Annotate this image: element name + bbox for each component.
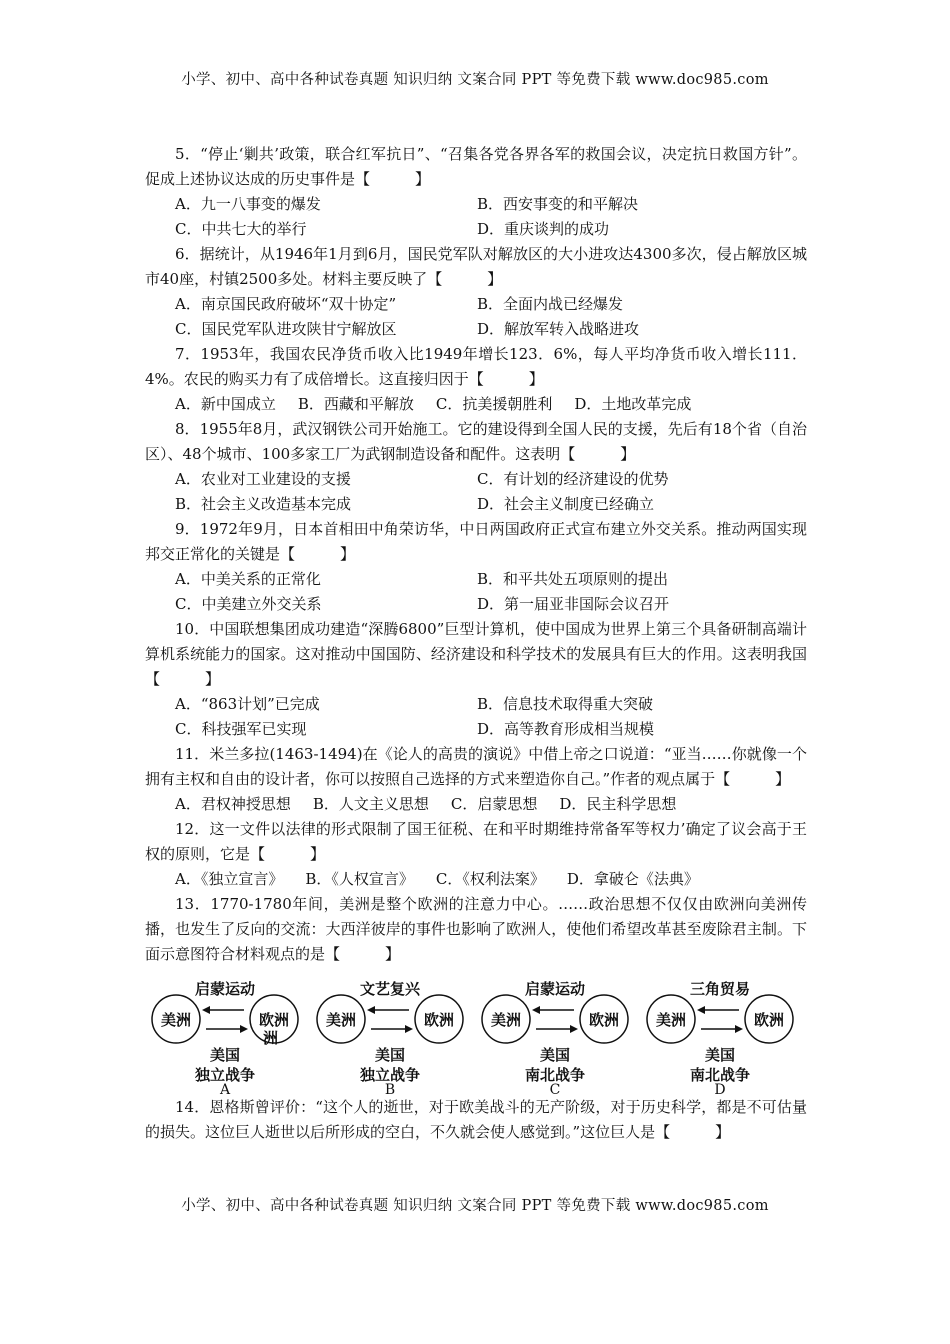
question-stem: 7．1953年，我国农民净货币收入比1949年增长123．6%，每人平均净货币收入增长111．4%。农民的购买力有了成倍增长。这直接归因于【 】 bbox=[145, 345, 807, 388]
page-header: 小学、初中、高中各种试卷真题 知识归纳 文案合同 PPT 等免费下载 www.doc985.com bbox=[181, 72, 769, 88]
option-row bbox=[145, 717, 807, 742]
answer-option: A．《独立宣言》 bbox=[175, 870, 284, 888]
answer-option: D．高等教育形成相当规模 bbox=[477, 720, 655, 738]
answer-option: C．科技强军已实现 bbox=[175, 720, 307, 738]
right-circle-label: 欧洲 bbox=[258, 1011, 290, 1029]
answer-option: C．中共七大的举行 bbox=[175, 220, 307, 238]
question-stem: 11．米兰多拉(1463-1494)在《论人的高贵的演说》中借上帝之口说道：“亚当……你就像一个拥有主权和自由的设计者，你可以按照自己选择的方式来塑造你自己。”作者的观点属于【 】 bbox=[145, 745, 807, 788]
diagram-letter: D bbox=[714, 1082, 726, 1095]
diagram-letter: A bbox=[219, 1082, 231, 1095]
question-stem: 5．“停止‘剿共’政策，联合红军抗日”、“召集各党各界各军的救国会议，决定抗日救国方针”。促成上述协议达成的历史事件是【 】 bbox=[145, 145, 807, 188]
diagram-options bbox=[145, 977, 807, 1095]
answer-option: C．启蒙思想 bbox=[450, 795, 538, 813]
diagram-bottom-label-2: 独立战争 bbox=[194, 1066, 256, 1084]
diagram-top-label: 启蒙运动 bbox=[524, 980, 586, 998]
arrowhead-right bbox=[735, 1025, 743, 1033]
diagram-top-label: 三角贸易 bbox=[689, 980, 751, 998]
diagram-letter: C bbox=[549, 1082, 561, 1095]
diagram-a bbox=[145, 977, 310, 1095]
answer-option: D．拿破仑《法典》 bbox=[566, 870, 699, 888]
answer-option: B．全面内战已经爆发 bbox=[477, 295, 624, 313]
answer-option: A．南京国民政府破坏“双十协定” bbox=[175, 295, 397, 313]
answer-option: C．抗美援朝胜利 bbox=[435, 395, 553, 413]
arrowhead-left bbox=[697, 1006, 705, 1014]
question-stem: 13．1770-1780年间，美洲是整个欧洲的注意力中心。……政治思想不仅仅由欧洲向美洲传播，也发生了反向的交流：大西洋彼岸的事件也影响了欧洲人，使他们希望改革甚至废除君主制。下面示意图符合材料观点的是【 】 bbox=[145, 895, 807, 963]
question-14-stem: 14．恩格斯曾评价：“这个人的逝世，对于欧美战斗的无产阶级，对于历史科学，都是不可估量的损失。这位巨人逝世以后所形成的空白，不久就会使人感觉到。”这位巨人是【 】 bbox=[145, 1098, 807, 1141]
option-row bbox=[145, 217, 807, 242]
question-stem: 9．1972年9月，日本首相田中角荣访华，中日两国政府正式宣布建立外交关系。推动两国实现邦交正常化的关键是【 】 bbox=[145, 520, 807, 563]
diagram-bottom-label-1: 美国 bbox=[374, 1046, 406, 1064]
option-row bbox=[145, 192, 807, 217]
right-circle-label: 欧洲 bbox=[753, 1011, 785, 1029]
option-row bbox=[145, 292, 807, 317]
diagram-c bbox=[475, 977, 640, 1095]
arrowhead-left bbox=[532, 1006, 540, 1014]
diagram-b bbox=[310, 977, 475, 1095]
diagram-bottom-label-1: 美国 bbox=[704, 1046, 736, 1064]
option-row bbox=[145, 692, 807, 717]
answer-option: A．九一八事变的爆发 bbox=[175, 195, 321, 213]
answer-option: D．重庆谈判的成功 bbox=[477, 220, 610, 238]
question-stem: 6．据统计，从1946年1月到6月，国民党军队对解放区的大小进攻达4300多次，侵占解放区城市40座，村镇2500多处。材料主要反映了【 】 bbox=[145, 245, 807, 288]
option-row bbox=[145, 567, 807, 592]
diagram-top-label: 文艺复兴 bbox=[359, 980, 421, 998]
diagram-bottom-label-2: 南北战争 bbox=[689, 1066, 751, 1084]
diagram-top-label: 启蒙运动 bbox=[194, 980, 256, 998]
arrowhead-left bbox=[202, 1006, 210, 1014]
answer-option: A．君权神授思想 bbox=[175, 795, 291, 813]
answer-option: A．新中国成立 bbox=[175, 395, 276, 413]
answer-option: D．社会主义制度已经确立 bbox=[477, 495, 655, 513]
left-circle-label: 美洲 bbox=[160, 1011, 192, 1029]
overflow-char: 洲 bbox=[263, 1029, 279, 1047]
diagram-bottom-label-1: 美国 bbox=[539, 1046, 571, 1064]
answer-option: D．土地改革完成 bbox=[574, 395, 692, 413]
question-stem: 8．1955年8月，武汉钢铁公司开始施工。它的建设得到全国人民的支援，先后有18个省（自治区）、48个城市、100多家工厂为武钢制造设备和配件。这表明【 】 bbox=[145, 420, 807, 463]
diagram-bottom-label-2: 南北战争 bbox=[524, 1066, 586, 1084]
right-circle-label: 欧洲 bbox=[588, 1011, 620, 1029]
page-footer: 小学、初中、高中各种试卷真题 知识归纳 文案合同 PPT 等免费下载 www.doc985.com bbox=[181, 1198, 769, 1214]
answer-option: A．中美关系的正常化 bbox=[175, 570, 321, 588]
diagram-bottom-label-2: 独立战争 bbox=[359, 1066, 421, 1084]
arrowhead-right bbox=[240, 1025, 248, 1033]
diagram-letter: B bbox=[384, 1082, 396, 1095]
answer-option: B．和平共处五项原则的提出 bbox=[477, 570, 669, 588]
left-circle-label: 美洲 bbox=[325, 1011, 357, 1029]
left-circle-label: 美洲 bbox=[490, 1011, 522, 1029]
answer-option: B．社会主义改造基本完成 bbox=[175, 495, 352, 513]
option-row bbox=[145, 492, 807, 517]
arrowhead-right bbox=[405, 1025, 413, 1033]
answer-option: C．《权利法案》 bbox=[435, 870, 545, 888]
exam-content bbox=[145, 142, 807, 1145]
answer-option: B．西安事变的和平解决 bbox=[477, 195, 639, 213]
answer-option: A．农业对工业建设的支援 bbox=[175, 470, 351, 488]
arrowhead-left bbox=[367, 1006, 375, 1014]
answer-option: A．“863计划”已完成 bbox=[175, 695, 320, 713]
right-circle-label: 欧洲 bbox=[423, 1011, 455, 1029]
answer-option: C．中美建立外交关系 bbox=[175, 595, 322, 613]
answer-option: B．《人权宣言》 bbox=[305, 870, 414, 888]
diagram-bottom-label-1: 美国 bbox=[209, 1046, 241, 1064]
option-row bbox=[145, 317, 807, 342]
answer-option: B．人文主义思想 bbox=[312, 795, 429, 813]
arrowhead-right bbox=[570, 1025, 578, 1033]
answer-option: B．信息技术取得重大突破 bbox=[477, 695, 654, 713]
answer-option: D．民主科学思想 bbox=[559, 795, 677, 813]
option-row bbox=[145, 392, 807, 417]
answer-option: D．第一届亚非国际会议召开 bbox=[477, 595, 670, 613]
option-row bbox=[145, 792, 807, 817]
option-row bbox=[145, 467, 807, 492]
answer-option: D．解放军转入战略进攻 bbox=[477, 320, 640, 338]
option-row bbox=[145, 592, 807, 617]
left-circle-label: 美洲 bbox=[655, 1011, 687, 1029]
option-row bbox=[145, 867, 807, 892]
answer-option: B．西藏和平解放 bbox=[297, 395, 414, 413]
question-list bbox=[145, 142, 807, 967]
question-stem: 12．这一文件以法律的形式限制了国王征税、在和平时期维持常备军等权力’确定了议会高于王权的原则，它是【 】 bbox=[145, 820, 807, 863]
answer-option: C．国民党军队进攻陕甘宁解放区 bbox=[175, 320, 397, 338]
diagram-d bbox=[640, 977, 805, 1095]
answer-option: C．有计划的经济建设的优势 bbox=[477, 470, 669, 488]
question-stem: 10．中国联想集团成功建造“深腾6800”巨型计算机，使中国成为世界上第三个具备研制高端计算机系统能力的国家。这对推动中国国防、经济建设和科学技术的发展具有巨大的作用。这表明我国【 】 bbox=[145, 620, 807, 688]
